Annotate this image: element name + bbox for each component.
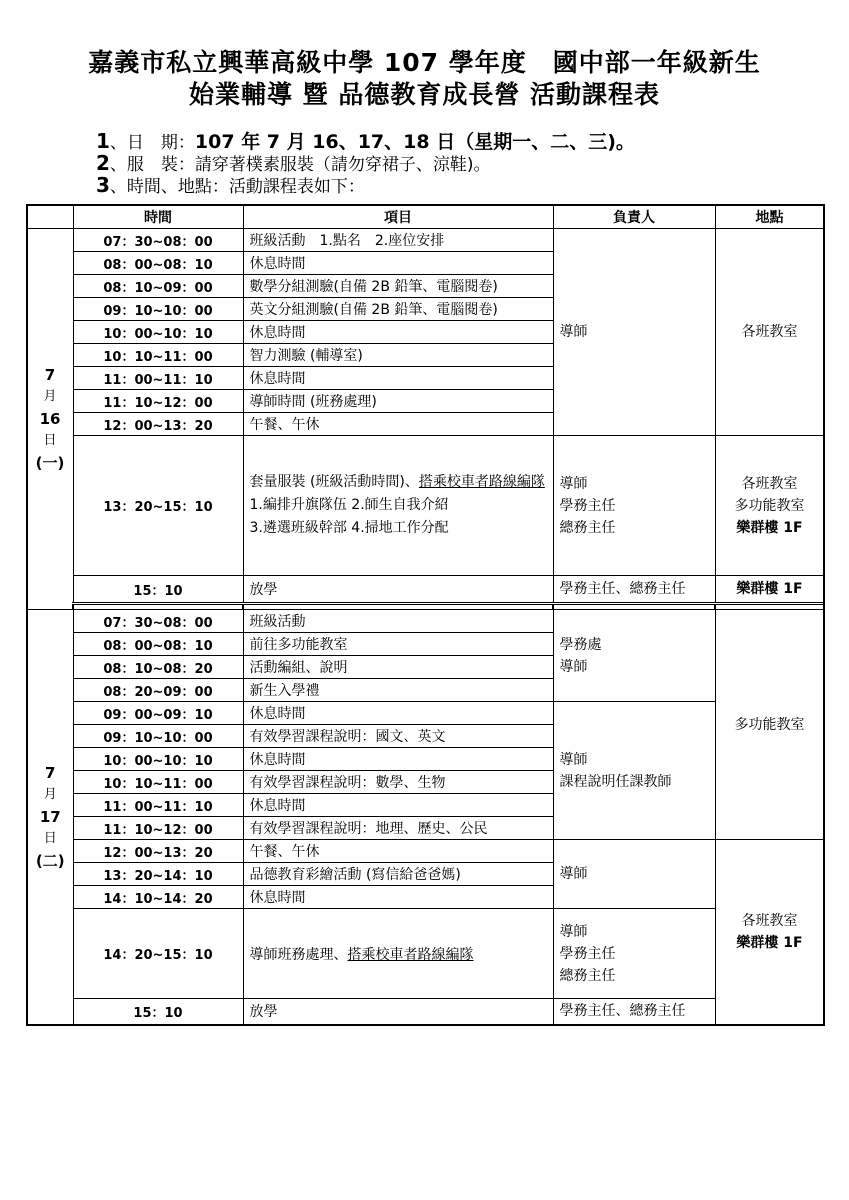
row-time: 08：20~09：00: [73, 679, 243, 702]
day2-date-cell: 7 月 17 日 (二): [27, 610, 73, 1025]
row-item: 導師時間 (班務處理): [243, 390, 553, 413]
day1-afternoon-person: 導師 學務主任 總務主任: [553, 436, 715, 576]
day1-afternoon-place: 各班教室 多功能教室 樂群樓 1F: [715, 436, 824, 576]
row-time: 11：00~11：10: [73, 367, 243, 390]
day1-morning-place: 各班教室: [715, 229, 824, 436]
row-time: 09：10~10：00: [73, 298, 243, 321]
row-item: 有效學習課程說明：數學、生物: [243, 771, 553, 794]
table-row: [27, 909, 824, 999]
table-row: [27, 436, 824, 576]
row-item: 休息時間: [243, 702, 553, 725]
row-item: 前往多功能教室: [243, 633, 553, 656]
info-date: 1、日 期：107 年 7 月 16、17、18 日（星期一、二、三)。: [96, 129, 635, 153]
row-item: 數學分組測驗(自備 2B 鉛筆、電腦閱卷): [243, 275, 553, 298]
row-item: 班級活動 1.點名 2.座位安排: [243, 229, 553, 252]
table-header-row: [27, 205, 824, 229]
row-item: 英文分組測驗(自備 2B 鉛筆、電腦閱卷): [243, 298, 553, 321]
row-time: 10：10~11：00: [73, 344, 243, 367]
table-row: [27, 229, 824, 252]
day2-person-c: 導師: [553, 840, 715, 909]
day2-person-a: 學務處 導師: [553, 610, 715, 702]
row-time: 12：00~13：20: [73, 840, 243, 863]
day1-dismiss-place: 樂群樓 1F: [715, 576, 824, 604]
page-title-line1: 嘉義市私立興華高級中學 107 學年度 國中部一年級新生: [88, 48, 761, 77]
info-number: 1: [96, 129, 110, 153]
info-number: 2: [96, 151, 110, 175]
row-time: 14：20~15：10: [73, 909, 243, 999]
day2-dismiss-person: 學務主任、總務主任: [553, 999, 715, 1025]
row-item: 有效學習課程說明：地理、歷史、公民: [243, 817, 553, 840]
row-item: 休息時間: [243, 748, 553, 771]
day2-place-a: 多功能教室: [715, 610, 824, 840]
row-item: 休息時間: [243, 794, 553, 817]
row-time: 08：10~08：20: [73, 656, 243, 679]
row-item: 放學: [243, 999, 553, 1025]
row-item: 休息時間: [243, 321, 553, 344]
table-row: [27, 576, 824, 604]
row-time: 11：10~12：00: [73, 390, 243, 413]
row-item: 新生入學禮: [243, 679, 553, 702]
row-time: 11：10~12：00: [73, 817, 243, 840]
row-time: 12：00~13：20: [73, 413, 243, 436]
header-item: 項目: [243, 205, 553, 229]
row-time: 09：10~10：00: [73, 725, 243, 748]
row-item: 休息時間: [243, 252, 553, 275]
schedule-table: [26, 204, 825, 1026]
row-time: 11：00~11：10: [73, 794, 243, 817]
info-dress: 2、服 裝：請穿著樸素服裝（請勿穿裙子、涼鞋)。: [96, 151, 491, 175]
header-person: 負責人: [553, 205, 715, 229]
info-time-place: 3、時間、地點：活動課程表如下：: [96, 173, 365, 197]
day2-last-person: 導師 學務主任 總務主任: [553, 909, 715, 999]
table-row: [27, 999, 824, 1025]
row-item: 休息時間: [243, 886, 553, 909]
row-time: 13：20~14：10: [73, 863, 243, 886]
row-time: 08：10~09：00: [73, 275, 243, 298]
header-time: 時間: [73, 205, 243, 229]
row-time: 10：10~11：00: [73, 771, 243, 794]
row-time: 07：30~08：00: [73, 229, 243, 252]
header-date: [27, 205, 73, 229]
row-time: 09：00~09：10: [73, 702, 243, 725]
table-row: [27, 610, 824, 633]
row-item: 活動編組、說明: [243, 656, 553, 679]
day1-dismiss-person: 學務主任、總務主任: [553, 576, 715, 604]
row-item: 午餐、午休: [243, 413, 553, 436]
day2-person-b: 導師 課程說明任課教師: [553, 702, 715, 840]
row-item: 有效學習課程說明：國文、英文: [243, 725, 553, 748]
page-title-line2: 始業輔導 暨 品德教育成長營 活動課程表: [188, 80, 661, 109]
table-row: [27, 840, 824, 863]
row-time: 08：00~08：10: [73, 633, 243, 656]
row-time: 08：00~08：10: [73, 252, 243, 275]
day1-date-cell: 7 月 16 日 (一): [27, 229, 73, 610]
row-item: 休息時間: [243, 367, 553, 390]
row-time: 15：10: [73, 576, 243, 604]
row-time: 07：30~08：00: [73, 610, 243, 633]
row-time: 13：20~15：10: [73, 436, 243, 576]
row-item: 午餐、午休: [243, 840, 553, 863]
row-time: 15：10: [73, 999, 243, 1025]
header-place: 地點: [715, 205, 824, 229]
day2-last-item: 導師班務處理、搭乘校車者路線編隊: [243, 909, 553, 999]
row-time: 14：10~14：20: [73, 886, 243, 909]
day1-morning-person: 導師: [553, 229, 715, 436]
table-row: [27, 702, 824, 725]
row-time: 10：00~10：10: [73, 321, 243, 344]
row-item: 品德教育彩繪活動 (寫信給爸爸媽): [243, 863, 553, 886]
row-item: 放學: [243, 576, 553, 604]
day1-afternoon-item: 套量服裝 (班級活動時間)、搭乘校車者路線編隊 1.編排升旗隊伍 2.師生自我介紹 3.遴選班級幹部 4.掃地工作分配: [243, 436, 553, 576]
info-number: 3: [96, 173, 110, 197]
row-item: 智力測驗 (輔導室): [243, 344, 553, 367]
row-item: 班級活動: [243, 610, 553, 633]
day2-place-b: 各班教室 樂群樓 1F: [715, 840, 824, 1025]
row-time: 10：00~10：10: [73, 748, 243, 771]
